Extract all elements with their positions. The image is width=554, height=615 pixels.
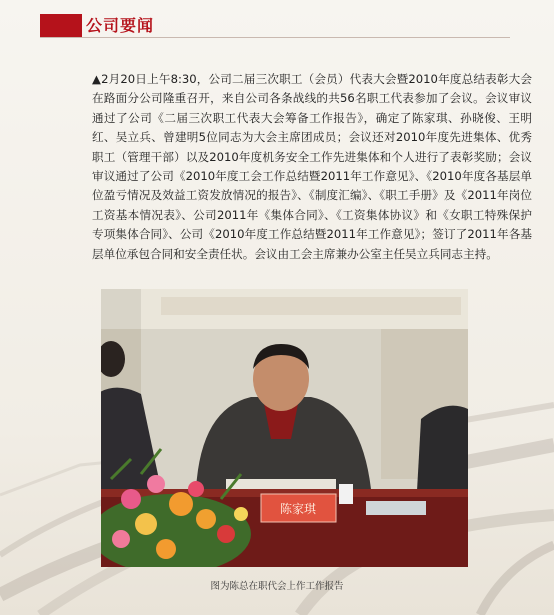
article-body: ▲2月20日上午8:30，公司二届三次职工（会员）代表大会暨2010年度总结表彰大会在路面分公司隆重召开，来自公司各条战线的共56名职工代表参加了会议。会议审议通过了公司《二届三次职工代表大会筹备工作报告》，确定了陈家琪、孙晓俊、王明红、吴立兵、曾建明5位同志为大会主席团成员；会议还对2010年度先进集体、优秀职工（管理干部）以及2010年度机务安全工作先进集体和个人进行了表彰奖励；会议审议通过了公司《2010年度工会工作总结暨2011年工作意见》、《2010年度各基层单位盈亏情况及效益工资发放情况的报告》、《制度汇编》、《职工手册》及《2011年岗位工资基本情况表》、公司2011年《集体合同》、《工资集体协议》和《女职工特殊保护专项集体合同》、公司《2010年度工作总结暨2011年工作意见》；签订了2011年各基层单位承包合同和安全责任状。会议由工会主席兼办公室主任吴立兵同志主持。: [92, 72, 532, 261]
section-header-block: [40, 14, 82, 38]
section-divider: [40, 37, 510, 38]
photo-caption: 图为陈总在职代会上作工作报告: [210, 581, 344, 592]
meeting-photo: [101, 289, 468, 567]
nameplate-text: 陈家琪: [279, 502, 317, 516]
section-title: 公司要闻: [86, 16, 155, 35]
